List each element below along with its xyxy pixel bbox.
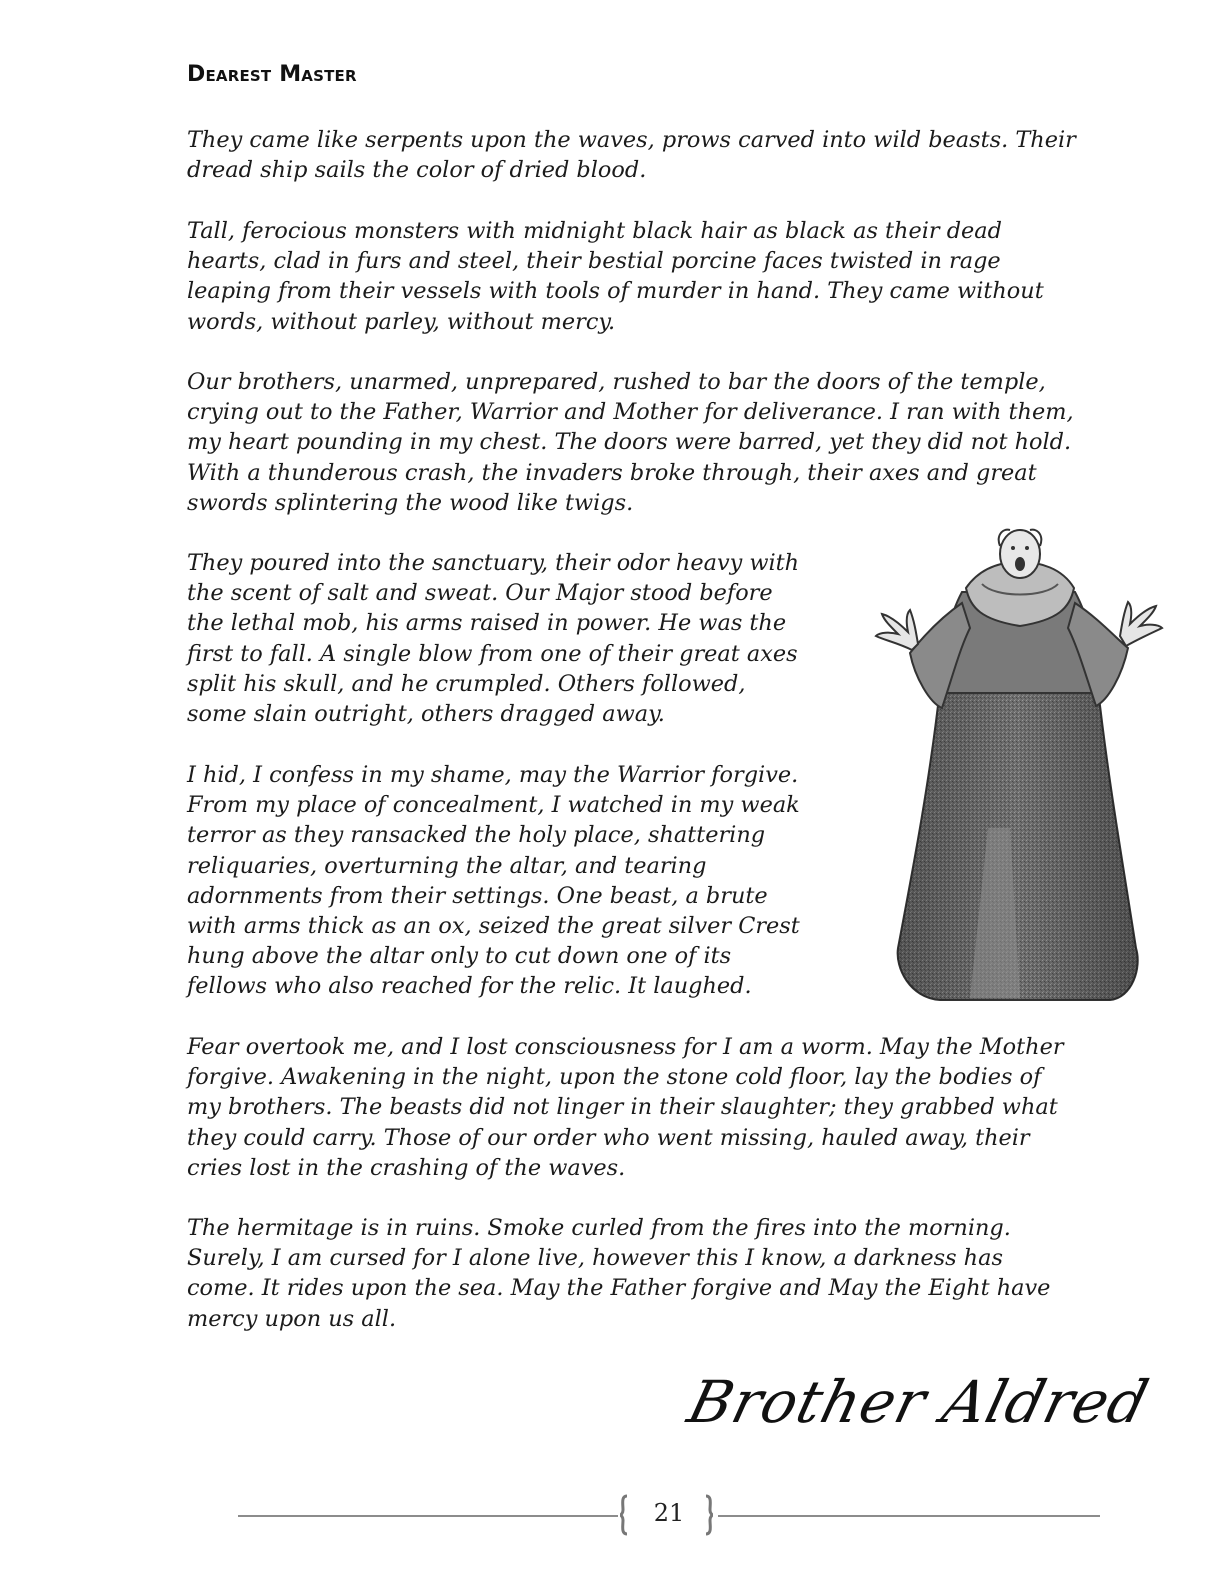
text-line: mercy upon us all. [187, 1305, 397, 1332]
text-line: crying out to the Father, Warrior and Mother for deliverance. I ran with them, [187, 399, 1074, 426]
text-line: come. It rides upon the sea. May the Father forgive and May the Eight have [187, 1275, 1051, 1302]
text-line: the scent of salt and sweat. Our Major stood before [187, 580, 773, 607]
paragraph-4 [187, 548, 799, 729]
text-line: Surely, I am cursed for I alone live, however this I know, a darkness has [187, 1245, 1003, 1272]
paragraph-1 [187, 125, 1076, 185]
text-line: The hermitage is in ruins. Smoke curled from the fires into the morning. [187, 1215, 1011, 1241]
paragraph-5 [187, 760, 800, 1002]
text-line: forgive. Awakening in the night, upon the stone cold floor, lay the bodies of [187, 1064, 1042, 1091]
paragraph-3 [187, 367, 1074, 518]
text-line: fellows who also reached for the relic. It laughed. [187, 973, 752, 1000]
text-line: hung above the altar only to cut down one of its [187, 943, 732, 970]
signature: Brother Aldred [681, 1368, 1156, 1436]
text-line: dread ship sails the color of dried blood. [187, 157, 647, 184]
text-line: Our brothers, unarmed, unprepared, rushed to bar the doors of the temple, [187, 369, 1046, 395]
text-line: Tall, ferocious monsters with midnight black hair as black as their dead [187, 218, 1002, 244]
text-line: they could carry. Those of our order who went missing, hauled away, their [187, 1124, 1030, 1151]
text-line: adornments from their settings. One beast, a brute [187, 882, 768, 909]
text-line: cries lost in the crashing of the waves. [187, 1154, 626, 1181]
text-line: With a thunderous crash, the invaders broke through, their axes and great [187, 459, 1037, 486]
text-line: reliquaries, overturning the altar, and tearing [187, 852, 707, 879]
left-brace-ornament [619, 1494, 629, 1536]
text-line: some slain outright, others dragged away. [187, 701, 665, 728]
text-line: I hid, I confess in my shame, may the Warrior forgive. [187, 762, 799, 788]
paragraph-2 [187, 216, 1044, 337]
robed-monk-illustration [870, 528, 1165, 1006]
text-line: split his skull, and he crumpled. Others followed, [187, 670, 746, 697]
text-line: my heart pounding in my chest. The doors were barred, yet they did not hold. [187, 429, 1072, 456]
text-line: my brothers. The beasts did not linger in their slaughter; they grabbed what [187, 1094, 1058, 1121]
text-line: They poured into the sanctuary, their odor heavy with [187, 550, 800, 576]
text-line: words, without parley, without mercy. [187, 308, 616, 335]
text-line: hearts, clad in furs and steel, their bestial porcine faces twisted in rage [187, 248, 1001, 275]
paragraph-7 [187, 1213, 1050, 1334]
text-line: leaping from their vessels with tools of murder in hand. They came without [187, 278, 1044, 305]
text-line: terror as they ransacked the holy place, shattering [187, 822, 766, 849]
text-line: Fear overtook me, and I lost consciousness for I am a worm. May the Mother [187, 1034, 1064, 1060]
page-number: 21 [653, 1499, 685, 1527]
letter-heading: Dearest Master [187, 62, 357, 87]
footer-rule-left [238, 1515, 618, 1517]
text-line: From my place of concealment, I watched in my weak [187, 792, 800, 819]
text-line: They came like serpents upon the waves, prows carved into wild beasts. Their [187, 127, 1076, 153]
text-line: swords splintering the wood like twigs. [187, 489, 634, 516]
footer-rule-right [718, 1515, 1100, 1517]
text-line: first to fall. A single blow from one of their great axes [187, 640, 798, 667]
text-line: with arms thick as an ox, seized the great silver Crest [187, 913, 800, 940]
paragraph-6 [187, 1032, 1064, 1183]
right-brace-ornament [704, 1494, 714, 1536]
text-line: the lethal mob, his arms raised in power. He was the [187, 610, 787, 637]
